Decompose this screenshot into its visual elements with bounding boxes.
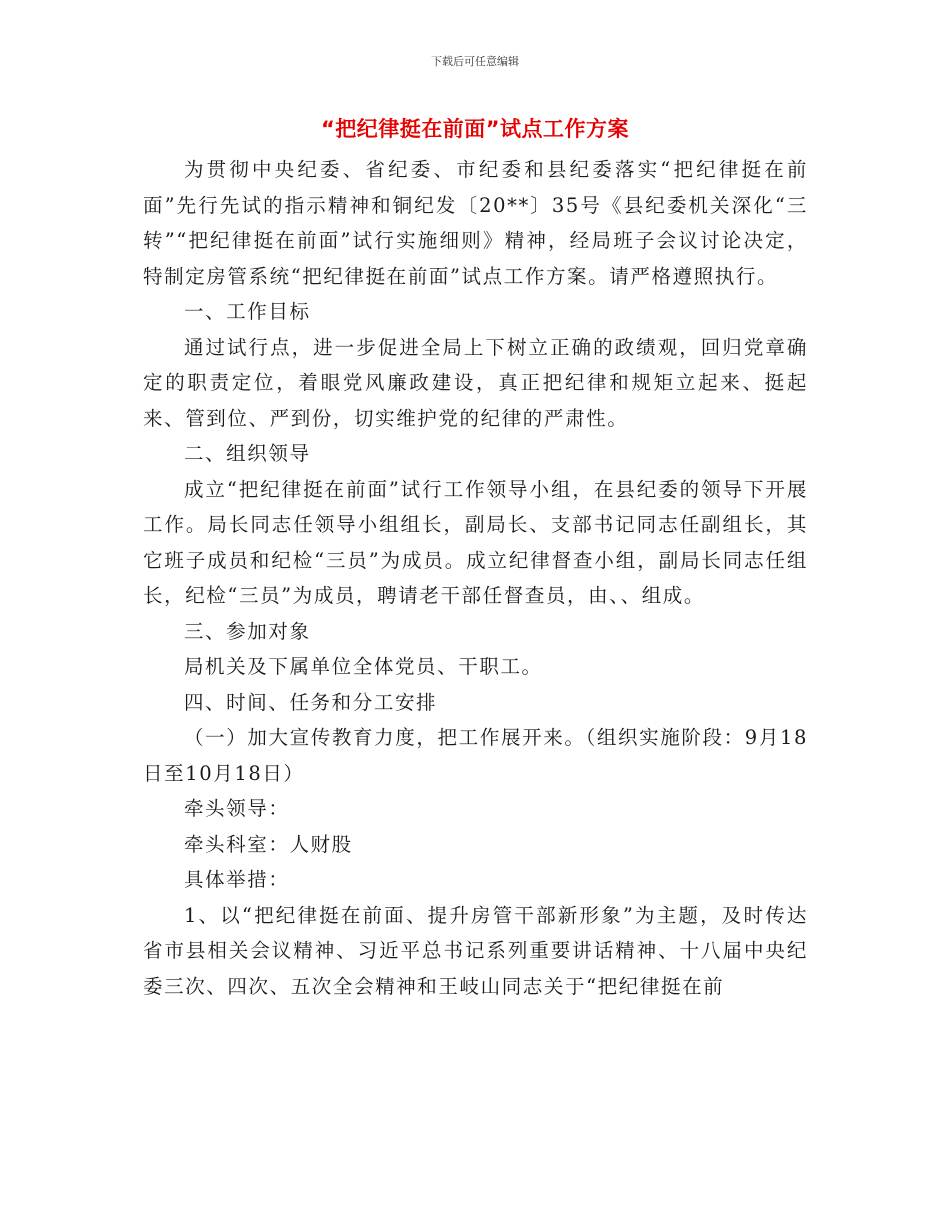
paragraph-goals: 通过试行点，进一步促进全局上下树立正确的政绩观，回归党章确定的职责定位，着眼党风廉政建设，真正把纪律和规矩立起来、挺起来、管到位、严到份，切实维护党的纪律的严肃性。 (143, 335, 808, 430)
document-body (143, 152, 808, 1004)
subsection-heading-publicity: （一）加大宣传教育力度，把工作展开来。（组织实施阶段：9月18日至10月18日） (143, 726, 808, 785)
section-heading-leadership: 二、组织领导 (183, 442, 311, 465)
lead-official: 牵头领导： (183, 797, 290, 820)
paragraph-participants: 局机关及下属单位全体党员、干职工。 (183, 655, 543, 678)
paragraph-intro: 为贯彻中央纪委、省纪委、市纪委和县纪委落实“把纪律挺在前面”先行先试的指示精神和铜纪发〔20**〕35号《县纪委机关深化“三转”“把纪律挺在前面”试行实施细则》精神，经局班子会议讨论决定，特制定房管系统“把纪律挺在前面”试点工作方案。请严格遵照执行。 (143, 158, 808, 288)
paragraph-leadership: 成立“把纪律挺在前面”试行工作领导小组，在县纪委的领导下开展工作。局长同志任领导小组组长，副局长、支部书记同志任副组长，其它班子成员和纪检“三员”为成员。成立纪律督查小组，副局长同志任组长，纪检“三员”为成员，聘请老干部任督查员，由、、组成。 (143, 477, 808, 607)
measures-heading: 具体举措： (183, 868, 290, 891)
section-heading-participants: 三、参加对象 (183, 619, 311, 643)
measure-item-1: 1、以“把纪律挺在前面、提升房管干部新形象”为主题，及时传达省市县相关会议精神、习近平总书记系列重要讲话精神、十八届中央纪委三次、四次、五次全会精神和王岐山同志关于“把纪律挺在前 (143, 903, 808, 998)
lead-department: 牵头科室：人财股 (183, 832, 353, 856)
header-note: 下载后可任意编辑 (431, 55, 519, 68)
section-heading-schedule: 四、时间、任务和分工安排 (183, 690, 438, 714)
document-title: “把纪律挺在前面”试点工作方案 (320, 117, 630, 141)
section-heading-goals: 一、工作目标 (183, 300, 311, 323)
